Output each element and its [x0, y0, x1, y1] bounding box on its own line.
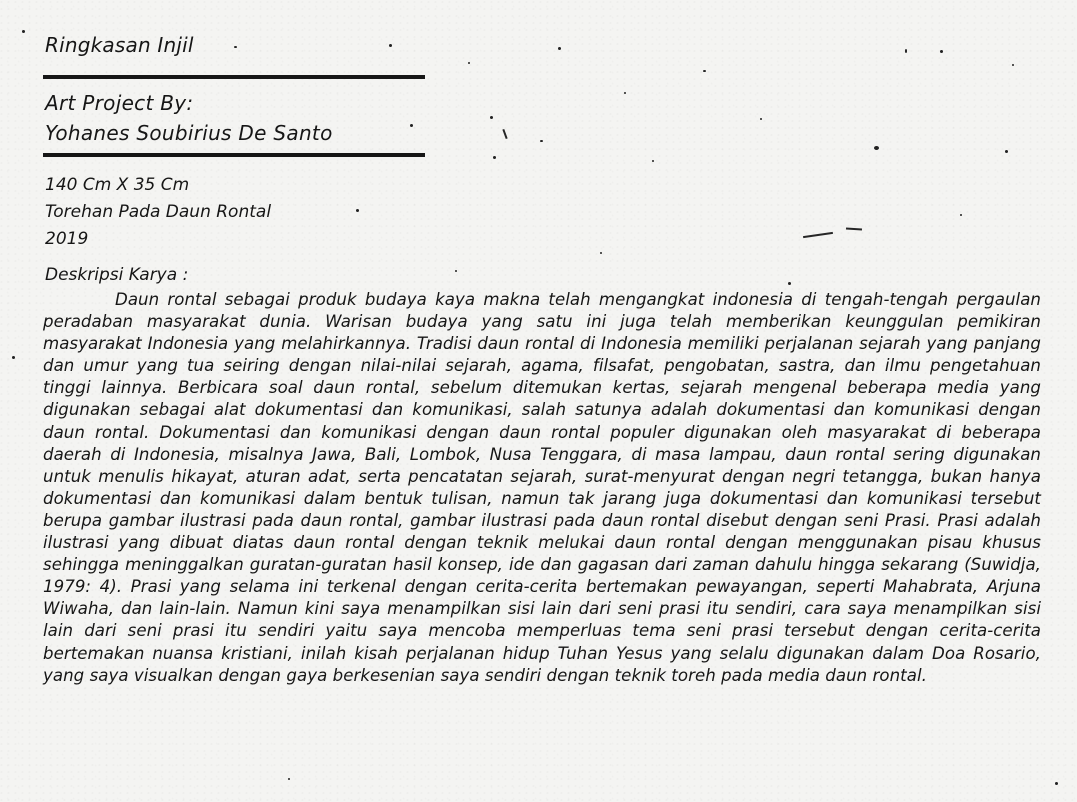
description-text: Daun rontal sebagai produk budaya kaya makna telah mengangkat indonesia di tengah-tengah pergaulan peradaban masyarakat dunia. Warisan budaya yang satu ini juga telah memberikan keunggulan pemikiran masyarakat Indonesia yang melahirkannya. Tradisi daun rontal di Indonesia memiliki perjalanan sejarah yang panjang dan umur yang tua seiring dengan nilai-nilai sejarah, agama, filsafat, pengobatan, sastra, dan ilmu pengetahuan tinggi lainnya. Berbicara soal daun rontal, sebelum ditemukan kertas, sejarah mengenal beberapa media yang digunakan sebagai alat dokumentasi dan komunikasi, salah satunya adalah dokumentasi dan komunikasi dengan daun rontal. Dokumentasi dan komunikasi dengan daun rontal populer digunakan oleh masyarakat di beberapa daerah di Indonesia, misalnya Jawa, Bali, Lombok, Nusa Tenggara, di masa lampau, daun rontal sering digunakan untuk menulis hikayat, aturan adat, serta pencatatan sejarah, surat-menyurat dengan negri tetangga, bukan hanya dokumentasi dan komunikasi dalam bentuk tulisan, namun tak jarang juga dokumentasi dan komunikasi tersebut berupa gambar ilustrasi pada daun rontal, gambar ilustrasi pada daun rontal disebut dengan seni Prasi. Prasi adalah ilustrasi yang dibuat diatas daun rontal dengan teknik melukai daun rontal dengan menggunakan pisau khusus sehingga meninggalkan guratan-guratan hasil konsep, ide dan gagasan dari zaman dahulu hingga sekarang (Suwidja, 1979: 4). Prasi yang selama ini terkenal dengan cerita-cerita bertemakan pewayangan, seperti Mahabrata, Arjuna Wiwaha, dan lain-lain. Namun kini saya menampilkan sisi lain dari seni prasi itu sendiri, cara saya menampilkan sisi lain dari seni prasi itu sendiri yaitu saya mencoba memperluas tema seni prasi tersebut dengan cerita-cerita bertemakan nuansa kristiani, inilah kisah perjalanan hidup Tuhan Yesus yang selalu digunakan dalam Doa Rosario, yang saya visualkan dengan gaya berkesenian saya sendiri dengan teknik toreh pada media daun rontal. [43, 290, 1041, 685]
paper-speck [493, 156, 496, 159]
paper-speck [940, 50, 943, 53]
paper-speck [624, 92, 626, 94]
paper-speck [12, 356, 15, 359]
paper-speck [540, 140, 543, 142]
artwork-year: 2019 [45, 229, 89, 249]
project-credit [45, 88, 333, 148]
divider [43, 153, 425, 157]
project-credit-label: Art Project By: [45, 91, 194, 115]
paper-speck [288, 778, 290, 780]
artwork-meta [45, 172, 271, 253]
page-title: Ringkasan Injil [45, 33, 194, 57]
paper-speck [600, 252, 602, 254]
paper-speck [905, 49, 907, 53]
paper-speck [1055, 782, 1058, 785]
paper-speck [1005, 150, 1008, 153]
paper-speck [389, 44, 392, 47]
paper-speck [652, 160, 654, 162]
description-label: Deskripsi Karya : [45, 265, 189, 285]
paper-speck [455, 270, 457, 272]
paper-speck [410, 124, 413, 127]
divider [43, 75, 425, 79]
artwork-medium: Torehan Pada Daun Rontal [45, 202, 272, 222]
paper-speck [703, 70, 706, 72]
paper-speck [22, 30, 25, 33]
artist-name: Yohanes Soubirius De Santo [45, 121, 333, 145]
paper-speck [1012, 64, 1014, 66]
paper-speck [468, 62, 470, 64]
paper-speck [356, 209, 359, 212]
paper-speck [874, 146, 879, 150]
paper-speck [788, 282, 791, 285]
paper-speck [558, 47, 561, 50]
paper-speck [960, 214, 962, 216]
paper-speck [760, 118, 762, 120]
paper-speck [490, 116, 493, 119]
paper-speck [234, 46, 237, 48]
artwork-size: 140 Cm X 35 Cm [45, 175, 190, 195]
